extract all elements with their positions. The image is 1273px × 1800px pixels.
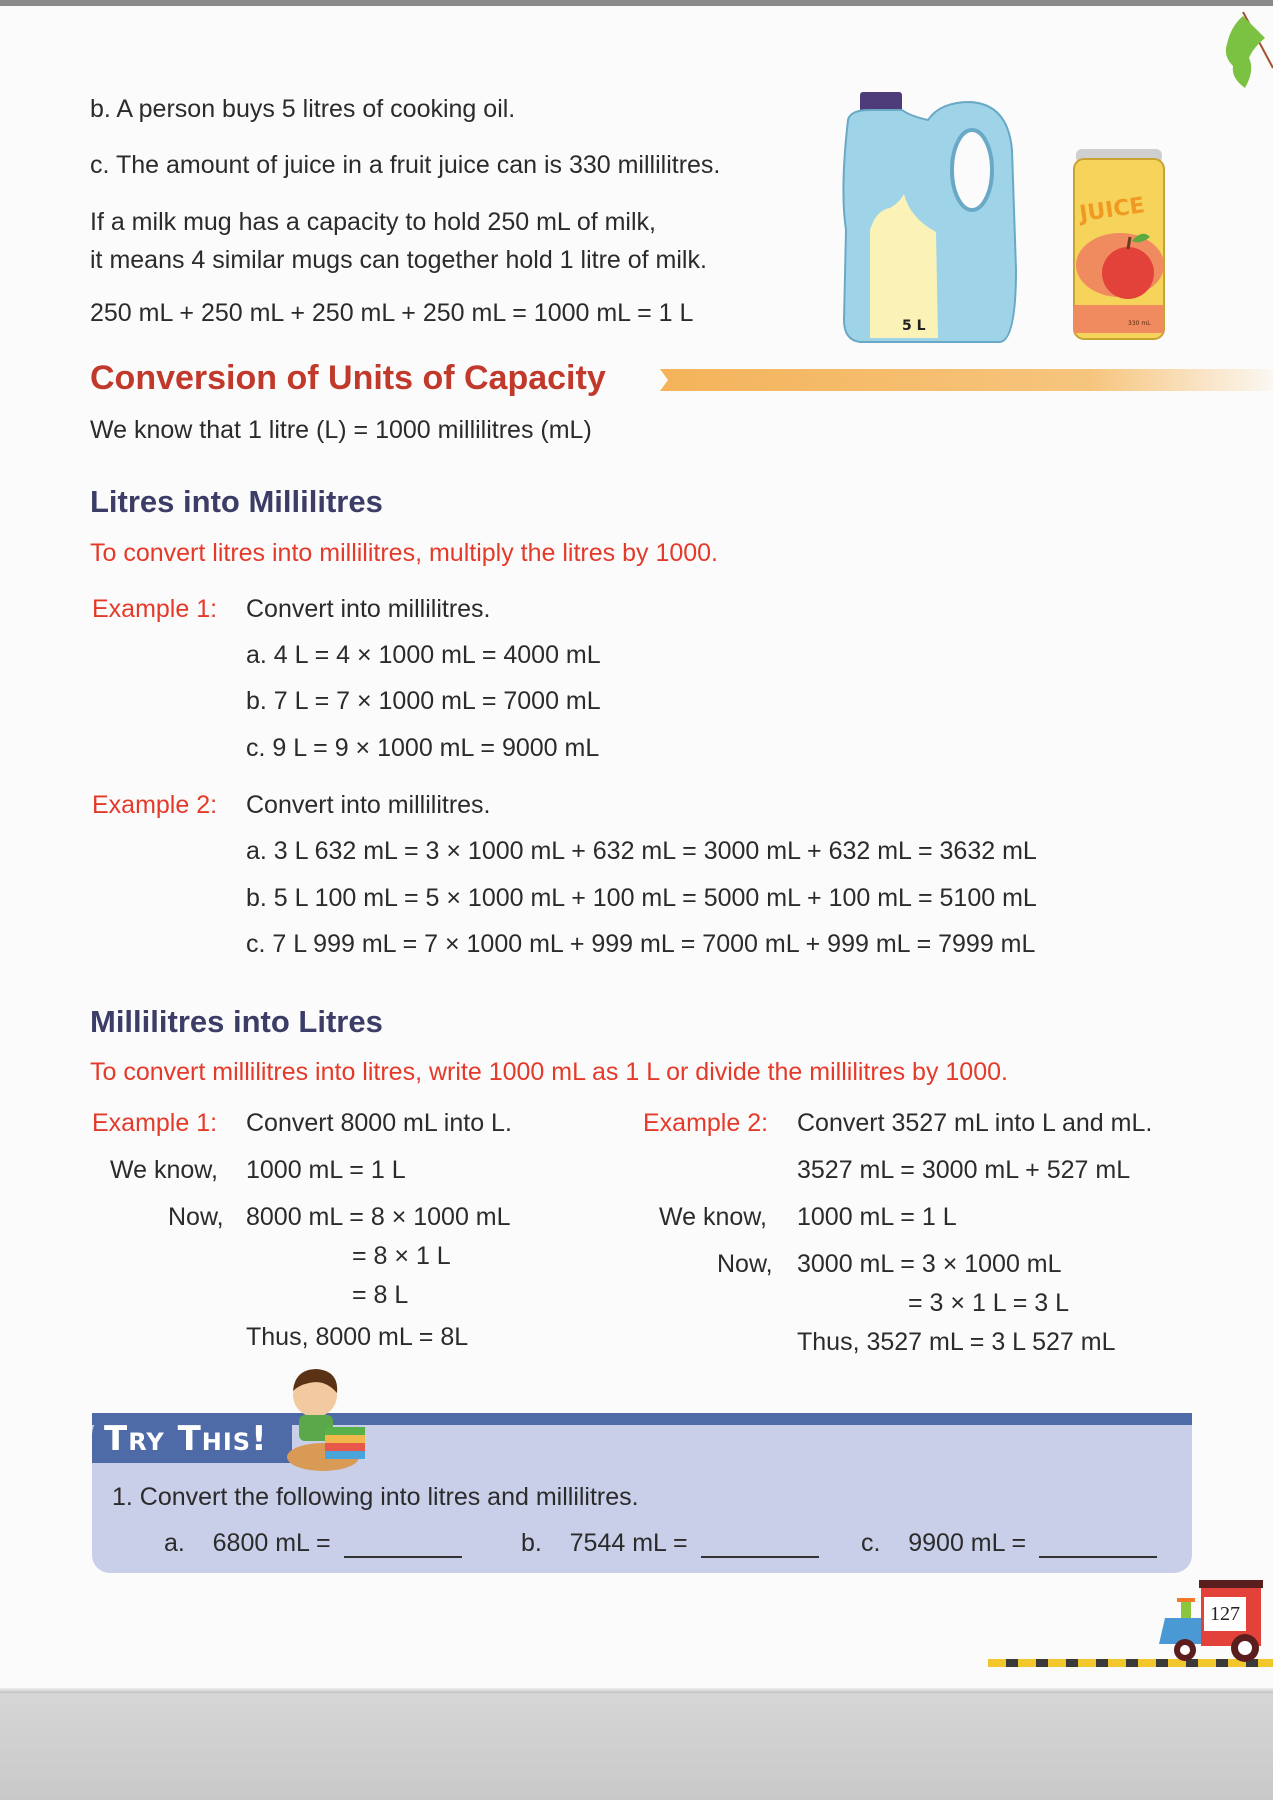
mug-text-line1: If a milk mug has a capacity to hold 250 mL of milk, [90, 208, 656, 236]
ml2l-example2-label: Example 2: [643, 1109, 769, 1137]
mug-text-line2: it means 4 similar mugs can together hold 1 litre of milk. [90, 246, 707, 274]
l2ml-example2-prompt: Convert into millilitres. [246, 791, 491, 819]
try-item-b-answer-blank[interactable] [701, 1532, 819, 1558]
ml2l-example2-step2: = 3 × 1 L = 3 L [908, 1289, 1070, 1317]
ml2l-example1-thus: Thus, 8000 mL = 8L [246, 1323, 469, 1351]
ml-to-litres-heading: Millilitres into Litres [90, 1004, 383, 1039]
ml2l-example1-now: 8000 mL = 8 × 1000 mL [246, 1203, 511, 1231]
try-item-b-letter: b. [521, 1529, 542, 1557]
juice-can-brand: JUICE [1077, 193, 1147, 228]
ml2l-example2-thus: Thus, 3527 mL = 3 L 527 mL [797, 1328, 1116, 1356]
ml2l-example1-now-label: Now, [168, 1203, 224, 1231]
l2ml-example1-label: Example 1: [92, 595, 218, 623]
ml2l-example1-prompt: Convert 8000 mL into L. [246, 1109, 512, 1137]
juice-can-label: 330 mL [1128, 320, 1151, 327]
l2ml-example1-line-c: c. 9 L = 9 × 1000 mL = 9000 mL [246, 734, 600, 762]
conversion-fact: We know that 1 litre (L) = 1000 millilitres (mL) [90, 416, 592, 444]
juice-can-illustration [1070, 145, 1168, 345]
ml-to-litres-rule: To convert millilitres into litres, write 1000 mL as 1 L or divide the millilitres by 1000. [90, 1058, 1008, 1086]
intro-item-c: c. The amount of juice in a fruit juice can is 330 millilitres. [90, 151, 721, 179]
litres-to-ml-rule: To convert litres into millilitres, multiply the litres by 1000. [90, 539, 719, 567]
try-item-b-text: 7544 mL = [569, 1529, 688, 1557]
ml2l-example1-step2: = 8 × 1 L [352, 1242, 451, 1270]
page-number: 127 [1204, 1597, 1246, 1631]
litres-to-ml-heading: Litres into Millilitres [90, 484, 383, 519]
ml2l-example2-weknow: 1000 mL = 1 L [797, 1203, 957, 1231]
try-item-c-answer-blank[interactable] [1039, 1532, 1157, 1558]
try-item-a-letter: a. [164, 1529, 185, 1557]
try-item-a-answer-blank[interactable] [344, 1532, 462, 1558]
oil-can-illustration [840, 90, 1020, 350]
l2ml-example2-line-c: c. 7 L 999 mL = 7 × 1000 mL + 999 mL = 7000 mL + 999 mL = 7999 mL [246, 930, 1036, 958]
try-item-c-text: 9900 mL = [908, 1529, 1027, 1557]
try-item-a-text: 6800 mL = [212, 1529, 331, 1557]
oil-can-label: 5 L [902, 318, 926, 334]
page-top-edge [0, 0, 1273, 6]
ml2l-example2-split: 3527 mL = 3000 mL + 527 mL [797, 1156, 1131, 1184]
intro-item-b: b. A person buys 5 litres of cooking oil. [90, 95, 516, 123]
ml2l-example1-weknow: 1000 mL = 1 L [246, 1156, 406, 1184]
ml2l-example2-now: 3000 mL = 3 × 1000 mL [797, 1250, 1062, 1278]
ml2l-example2-weknow-label: We know, [659, 1203, 767, 1231]
try-this-item-c [861, 1528, 1157, 1558]
ml2l-example2-prompt: Convert 3527 mL into L and mL. [797, 1109, 1153, 1137]
try-this-item-a [164, 1528, 462, 1558]
conversion-heading: Conversion of Units of Capacity [90, 359, 606, 397]
try-this-question: 1. Convert the following into litres and millilitres. [112, 1483, 639, 1511]
l2ml-example1-line-a: a. 4 L = 4 × 1000 mL = 4000 mL [246, 641, 601, 669]
ml2l-example1-label: Example 1: [92, 1109, 218, 1137]
l2ml-example2-line-b: b. 5 L 100 mL = 5 × 1000 mL + 100 mL = 5000 mL + 100 mL = 5100 mL [246, 884, 1037, 912]
l2ml-example1-line-b: b. 7 L = 7 × 1000 mL = 7000 mL [246, 687, 601, 715]
ml2l-example1-weknow-label: We know, [110, 1156, 218, 1184]
background-surface [0, 1693, 1273, 1800]
try-this-title: Try This! [104, 1419, 268, 1459]
try-item-c-letter: c. [861, 1529, 881, 1557]
l2ml-example2-label: Example 2: [92, 791, 218, 819]
boy-with-books-icon [285, 1365, 375, 1475]
flag-decoration-icon [1205, 8, 1273, 88]
ml2l-example1-step3: = 8 L [352, 1281, 409, 1309]
mug-equation: 250 mL + 250 mL + 250 mL + 250 mL = 1000 mL = 1 L [90, 299, 694, 327]
ml2l-example2-now-label: Now, [717, 1250, 773, 1278]
l2ml-example2-line-a: a. 3 L 632 mL = 3 × 1000 mL + 632 mL = 3000 mL + 632 mL = 3632 mL [246, 837, 1037, 865]
try-this-item-b [521, 1528, 819, 1558]
l2ml-example1-prompt: Convert into millilitres. [246, 595, 491, 623]
heading-ribbon [660, 369, 1273, 391]
